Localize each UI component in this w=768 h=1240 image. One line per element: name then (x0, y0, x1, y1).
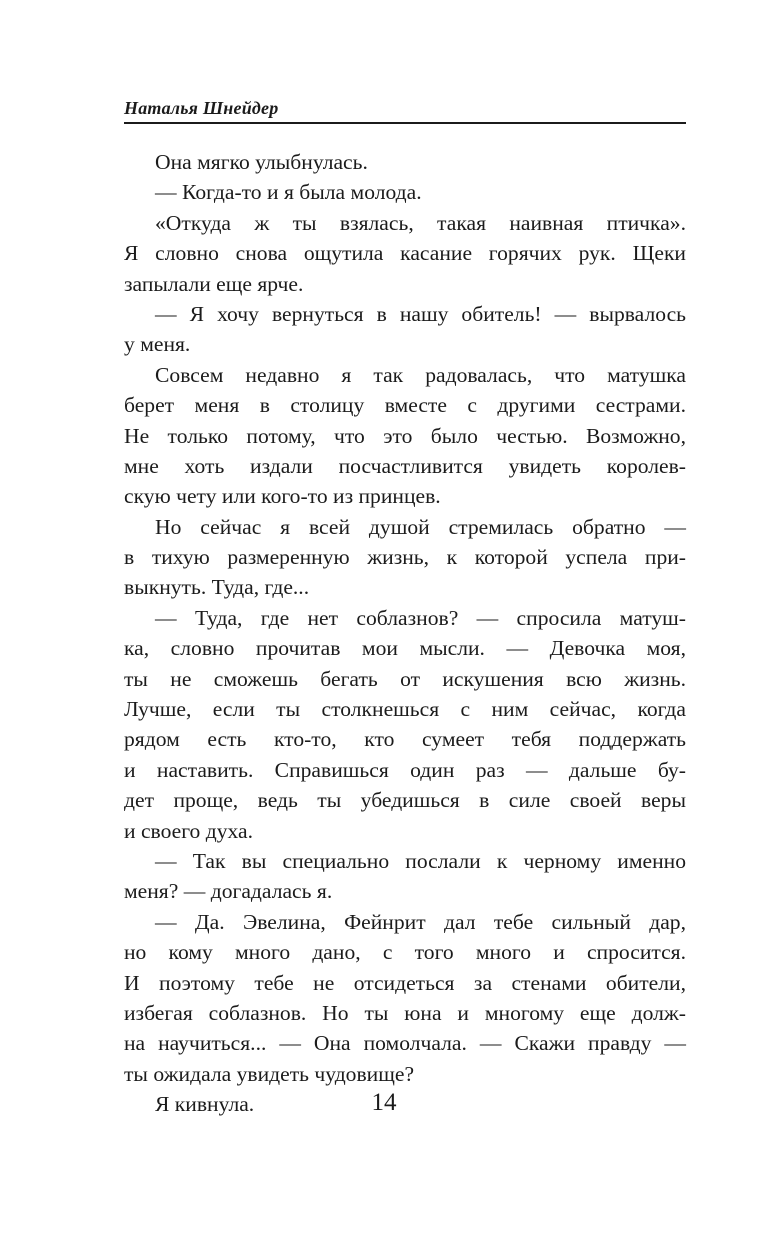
text-line: скую чету или кого-то из принцев. (124, 484, 441, 509)
text-line: Совсем недавно я так радовалась, что матушка (155, 362, 686, 387)
text-line: берет меня в столицу вместе с другими сестрами. (124, 393, 686, 418)
text-line: Она мягко улыбнулась. (155, 150, 368, 174)
text-line: но кому много дано, с того много и спросится. (124, 940, 686, 965)
text-line: выкнуть. Туда, где... (124, 575, 310, 600)
text-line: на научиться... — Она помолчала. — Скажи правду — (124, 1031, 686, 1056)
text-line: Я словно снова ощутила касание горячих рук. Щеки (124, 241, 686, 266)
running-head-title: Наталья Шнейдер (124, 98, 279, 118)
page-number: 14 (371, 1089, 397, 1116)
text-line: и своего духа. (124, 818, 254, 843)
text-line: рядом есть кто-то, кто сумеет тебя поддержать (124, 727, 686, 752)
text-line: Но сейчас я всей душой стремилась обратно — (155, 514, 686, 539)
text-line: ты не сможешь бегать от искушения всю жизнь. (124, 666, 686, 691)
text-line: — Туда, где нет соблазнов? — спросила матуш- (155, 605, 686, 630)
text-line: И поэтому тебе не отсидеться за стенами обители, (124, 970, 686, 995)
text-line: в тихую размеренную жизнь, к которой успела при- (124, 545, 686, 570)
text-line: мне хоть издали посчастливится увидеть королев- (124, 453, 686, 478)
text-line: — Да. Эвелина, Фейнрит дал тебе сильный дар, (155, 909, 686, 934)
text-line: — Так вы специально послали к черному именно (155, 848, 686, 873)
text-line: дет проще, ведь ты убедишься в силе своей веры (124, 788, 686, 813)
text-line: ка, словно прочитав мои мысли. — Девочка моя, (124, 636, 686, 661)
text-line: и наставить. Справишься один раз — дальше бу- (124, 757, 686, 782)
text-line: меня? — догадалась я. (124, 879, 333, 904)
text-line: ты ожидала увидеть чудовище? (124, 1061, 415, 1086)
text-line: Лучше, если ты столкнешься с ним сейчас, когда (124, 697, 686, 722)
text-line: — Когда-то и я была молода. (155, 180, 422, 205)
running-head (124, 95, 686, 124)
page-body-text (124, 147, 686, 1120)
text-line: избегая соблазнов. Но ты юна и многому еще долж- (124, 1000, 686, 1025)
text-line: Не только потому, что это было честью. Возможно, (124, 423, 686, 448)
text-line: Я кивнула. (155, 1092, 255, 1117)
text-line: «Откуда ж ты взялась, такая наивная птичка». (155, 210, 686, 235)
text-line: — Я хочу вернуться в нашу обитель! — вырвалось (155, 301, 686, 326)
text-line: у меня. (124, 332, 191, 357)
text-line: запылали еще ярче. (124, 271, 304, 296)
